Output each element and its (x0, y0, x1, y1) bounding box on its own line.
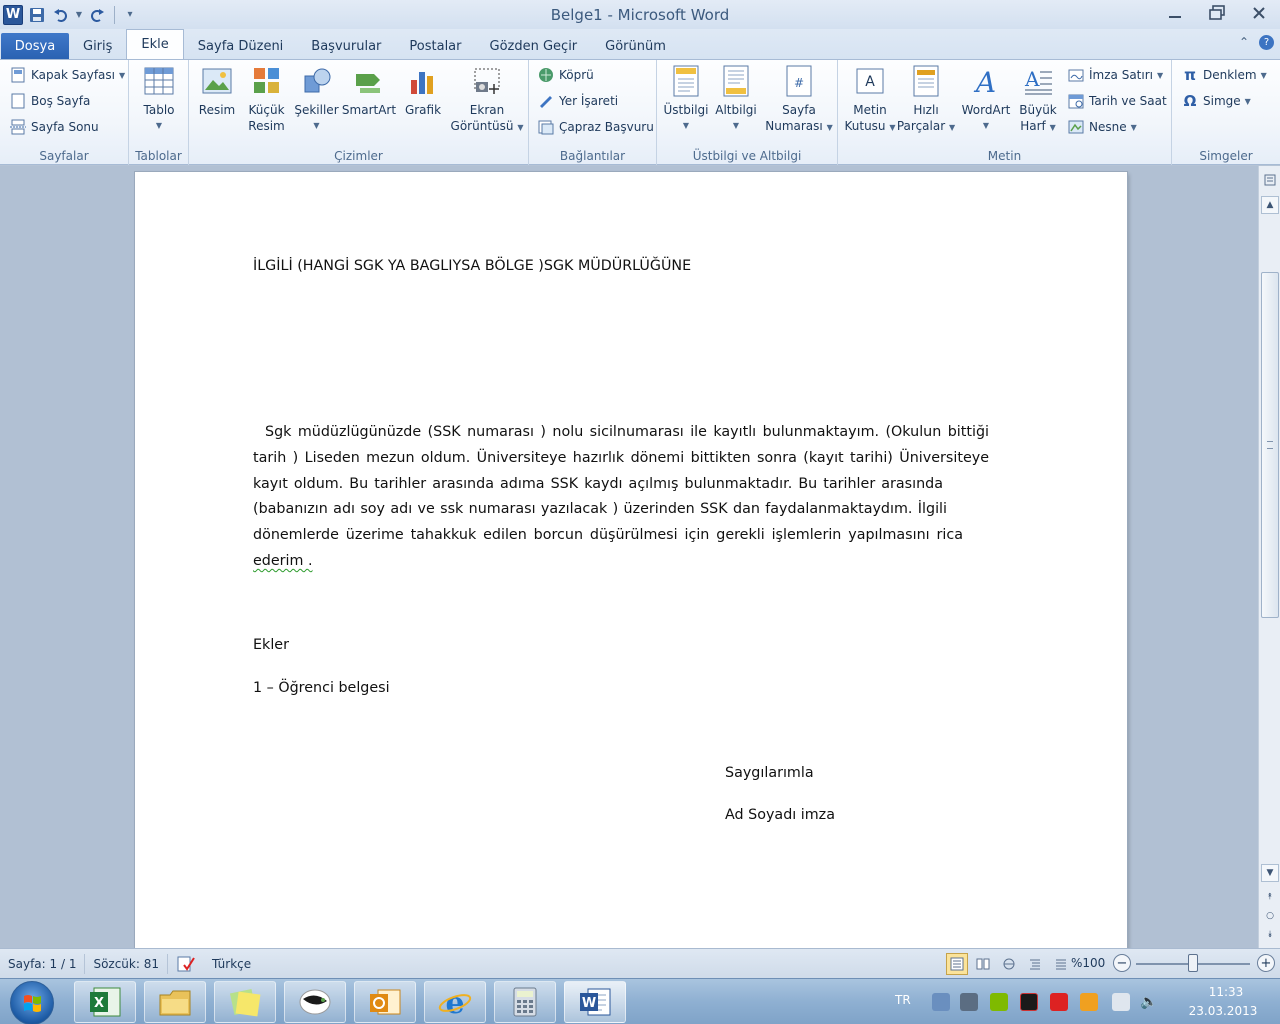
group-text (838, 60, 1172, 165)
group-label-links: Bağlantılar (559, 149, 626, 163)
explorer-icon (158, 987, 192, 1017)
svg-text:A: A (975, 66, 997, 96)
doc-attachment-1: 1 – Öğrenci belgesi (253, 680, 390, 696)
wordart-button[interactable]: A WordArt ▼ (961, 66, 1011, 130)
wordart-icon (969, 64, 1003, 98)
print-layout-icon[interactable] (946, 953, 968, 975)
scroll-down-button[interactable]: ▼ (1261, 864, 1279, 882)
calculator-icon (510, 986, 540, 1018)
taskbar-media[interactable] (284, 981, 346, 1023)
chart-button[interactable]: Grafik (402, 64, 444, 118)
blank-page-icon (10, 93, 26, 109)
table-button[interactable]: Tablo ▼ (139, 64, 179, 134)
cover-page-button[interactable]: Kapak Sayfası ▼ (10, 64, 125, 86)
group-tables (129, 60, 189, 165)
view-buttons (946, 953, 1072, 975)
word-app-icon[interactable]: W (2, 4, 24, 26)
bookmark-button[interactable]: Yer İşareti (538, 90, 618, 112)
close-icon[interactable] (1238, 0, 1280, 26)
volume-icon[interactable]: 🔈 (1140, 994, 1158, 1010)
drop-cap-button[interactable]: A Büyük Harf ▼ (1016, 64, 1060, 136)
svg-text:e: e (445, 986, 465, 1018)
tab-file[interactable]: Dosya (1, 33, 69, 59)
sticky-notes-icon (228, 987, 262, 1017)
symbol-button[interactable]: Ω Simge ▼ (1183, 92, 1251, 110)
tab-page-layout[interactable]: Sayfa Düzeni (197, 38, 284, 54)
quick-parts-icon (909, 64, 943, 98)
signature-line-icon (1068, 67, 1084, 83)
doc-attachments-label: Ekler (253, 637, 289, 653)
undo-icon[interactable] (50, 4, 72, 26)
antivirus-tray-icon[interactable] (1020, 993, 1038, 1011)
table-icon (142, 64, 176, 98)
cross-reference-icon (538, 119, 554, 135)
omega-icon: Ω (1183, 92, 1197, 110)
drop-cap-icon (1021, 64, 1055, 98)
page-number-button[interactable]: # Sayfa Numarası ▼ (763, 64, 835, 136)
document-area[interactable] (0, 166, 1258, 948)
action-center-icon[interactable] (1112, 993, 1130, 1011)
group-label-text: Metin (987, 149, 1022, 163)
header-button[interactable]: Üstbilgi ▼ (662, 64, 710, 134)
doc-body-line-2: tarih ) Liseden mezun oldum. Üniversiteye hazırlık dönemi bittikten sonra (kayıt tarihi) Üniversiteye (253, 449, 989, 466)
customize-qat-icon[interactable]: ▾ (127, 9, 133, 20)
minimize-icon[interactable] (1154, 0, 1196, 26)
usb-tray-icon[interactable] (960, 993, 978, 1011)
word-count[interactable]: Sözcük: 81 (85, 954, 168, 974)
svg-text:A: A (865, 74, 875, 90)
doc-body-line-4: (babanızın adı soy adı ve ssk numarası yazılacak ) üzerinden SSK dan faydalanmaktaydım. İlgili (253, 501, 947, 518)
object-button[interactable]: Nesne ▼ (1068, 116, 1137, 138)
save-icon[interactable] (26, 4, 48, 26)
svg-text:W: W (581, 996, 597, 1011)
title-bar (0, 0, 1280, 29)
outline-icon[interactable] (1024, 953, 1046, 975)
page-break-button[interactable]: Sayfa Sonu (10, 116, 99, 138)
screenshot-button[interactable]: Ekran Görüntüsü ▼ (449, 64, 525, 136)
picture-button[interactable]: Resim (197, 64, 237, 118)
full-screen-reading-icon[interactable] (972, 953, 994, 975)
calendar-icon (1068, 93, 1084, 109)
zoom-out-button[interactable]: − (1113, 954, 1131, 972)
doc-heading: İLGİLİ (HANGİ SGK YA BAGLIYSA BÖLGE )SGK MÜDÜRLÜĞÜNE (253, 258, 692, 274)
quick-access-toolbar (0, 0, 143, 29)
smartart-button[interactable]: SmartArt (342, 64, 396, 118)
svg-text:#: # (793, 76, 805, 90)
group-header-footer (657, 60, 838, 165)
window-controls (1154, 0, 1280, 26)
screenshot-icon (470, 64, 504, 98)
zoom-level[interactable]: %100 (1071, 956, 1106, 970)
tab-home[interactable]: Giriş (83, 38, 113, 54)
cover-page-icon (10, 67, 26, 83)
cross-reference-button[interactable]: Çapraz Başvuru (538, 116, 654, 138)
group-label-pages: Sayfalar (39, 149, 89, 163)
taskbar-outlook[interactable] (354, 981, 416, 1023)
doc-signature: Ad Soyadı imza (725, 807, 835, 823)
quick-parts-button[interactable]: Hızlı Parçalar ▼ (896, 64, 956, 136)
hyperlink-button[interactable]: Köprü (538, 64, 594, 86)
blank-page-button[interactable]: Boş Sayfa (10, 90, 90, 112)
previous-page-icon[interactable]: ⯭ (1267, 892, 1273, 902)
group-label-illustrations: Çizimler (334, 149, 383, 163)
footer-button[interactable]: Altbilgi ▼ (713, 64, 759, 134)
language-indicator[interactable]: Türkçe (212, 956, 252, 971)
doc-body-line-6: ederim . (253, 552, 313, 569)
document-page[interactable] (135, 172, 1127, 948)
equation-button[interactable]: π Denklem ▼ (1182, 64, 1267, 86)
zoom-slider-thumb[interactable] (1188, 954, 1198, 972)
start-button[interactable] (10, 981, 54, 1024)
text-box-icon (853, 64, 887, 98)
svg-text:A: A (1025, 67, 1040, 91)
page-break-icon (10, 119, 26, 135)
browse-object-icon[interactable]: ○ (1266, 911, 1274, 921)
redo-icon[interactable] (86, 4, 108, 26)
page-number-icon (782, 64, 816, 98)
scrollbar-thumb[interactable] (1261, 272, 1279, 618)
clock-date[interactable]: 23.03.2013 (1188, 1004, 1258, 1018)
clip-art-icon (250, 64, 284, 98)
taskbar-excel[interactable] (74, 981, 136, 1023)
undo-dropdown-icon[interactable]: ▼ (75, 10, 83, 19)
taskbar-sticky-notes[interactable] (214, 981, 276, 1023)
clip-art-button[interactable]: Küçük Resim (244, 64, 289, 134)
page-count[interactable]: Sayfa: 1 / 1 (0, 954, 85, 974)
ruler-toggle-icon[interactable] (1261, 172, 1279, 188)
shapes-icon (300, 64, 334, 98)
svg-text:X: X (93, 996, 105, 1011)
status-bar (0, 948, 1280, 978)
ribbon-right-controls (1239, 35, 1274, 50)
group-pages (0, 60, 129, 165)
tab-insert[interactable]: Ekle (126, 29, 183, 59)
proofing-icon[interactable] (168, 954, 204, 974)
vertical-scrollbar[interactable] (1258, 166, 1280, 948)
tab-view[interactable]: Görünüm (605, 38, 666, 54)
taskbar (0, 978, 1280, 1024)
taskbar-internet-explorer[interactable] (424, 981, 486, 1023)
thumb-grip (1267, 441, 1273, 449)
group-illustrations (189, 60, 529, 165)
security-tray-icon[interactable] (990, 993, 1008, 1011)
taskbar-explorer[interactable] (144, 981, 206, 1023)
chart-icon (406, 64, 440, 98)
group-label-symbols: Simgeler (1199, 149, 1253, 163)
help-icon[interactable]: ? (1259, 35, 1274, 50)
bookmark-icon (538, 93, 554, 109)
group-links (529, 60, 657, 165)
avira-tray-icon[interactable] (1050, 993, 1068, 1011)
next-page-icon[interactable]: ⯯ (1267, 930, 1273, 940)
picture-icon (200, 64, 234, 98)
group-symbols (1172, 60, 1280, 165)
tab-review[interactable]: Gözden Geçir (489, 38, 578, 54)
footer-icon (719, 64, 753, 98)
office-tray-icon[interactable] (1080, 993, 1098, 1011)
qat-separator (114, 6, 115, 24)
excel-icon (88, 986, 122, 1018)
header-icon (669, 64, 703, 98)
date-time-button[interactable]: Tarih ve Saat (1068, 90, 1167, 112)
tray-language[interactable]: TR (895, 993, 911, 1007)
word-icon (578, 986, 612, 1018)
tab-mailings[interactable]: Postalar (409, 38, 462, 54)
doc-body-paragraph (253, 420, 989, 575)
doc-body-line-1: Sgk müdüzlügünüzde (SSK numarası ) nolu sicilnumarası ile kayıtlı bulunmaktayım. (Okulun bittiği (265, 424, 989, 440)
pi-icon: π (1184, 66, 1196, 84)
taskbar-calculator[interactable] (494, 981, 556, 1023)
doc-body-line-5: dönemlerde üzerime tahakkuk edilen borcun düşürülmesi için gerekli işlemlerin yapılmasını rica (253, 527, 963, 544)
media-icon (297, 987, 333, 1017)
doc-body-line-3: kayıt oldum. Bu tarihler arasında adıma SSK kaydı açılmış bulunmaktadır. Bu tarihler arasında (253, 475, 943, 492)
object-icon (1068, 119, 1084, 135)
outlook-icon (368, 986, 402, 1018)
zoom-in-button[interactable]: + (1257, 954, 1275, 972)
clock-time[interactable]: 11:33 (1208, 985, 1244, 999)
window-title: Belge1 - Microsoft Word (550, 6, 730, 24)
internet-explorer-icon (437, 986, 473, 1018)
restore-icon[interactable] (1196, 0, 1238, 26)
doc-closing: Saygılarımla (725, 765, 814, 781)
group-label-header-footer: Üstbilgi ve Altbilgi (692, 149, 802, 163)
ribbon-tab-bar (0, 29, 1280, 59)
draft-icon[interactable] (1050, 953, 1072, 975)
network-tray-icon[interactable] (932, 993, 950, 1011)
hyperlink-icon (538, 67, 554, 83)
web-layout-icon[interactable] (998, 953, 1020, 975)
minimize-ribbon-icon[interactable]: ⌃ (1238, 35, 1249, 49)
smartart-icon (352, 64, 386, 98)
text-box-button[interactable]: A Metin Kutusu ▼ (842, 64, 898, 136)
tab-references[interactable]: Başvurular (311, 38, 382, 54)
windows-logo-icon (11, 982, 55, 1024)
signature-line-button[interactable]: İmza Satırı ▼ (1068, 64, 1163, 86)
shapes-button[interactable]: Şekiller ▼ (294, 64, 339, 134)
group-label-tables: Tablolar (135, 149, 182, 163)
ribbon (0, 59, 1280, 165)
scroll-up-button[interactable]: ▲ (1261, 196, 1279, 214)
taskbar-word[interactable] (564, 981, 626, 1023)
